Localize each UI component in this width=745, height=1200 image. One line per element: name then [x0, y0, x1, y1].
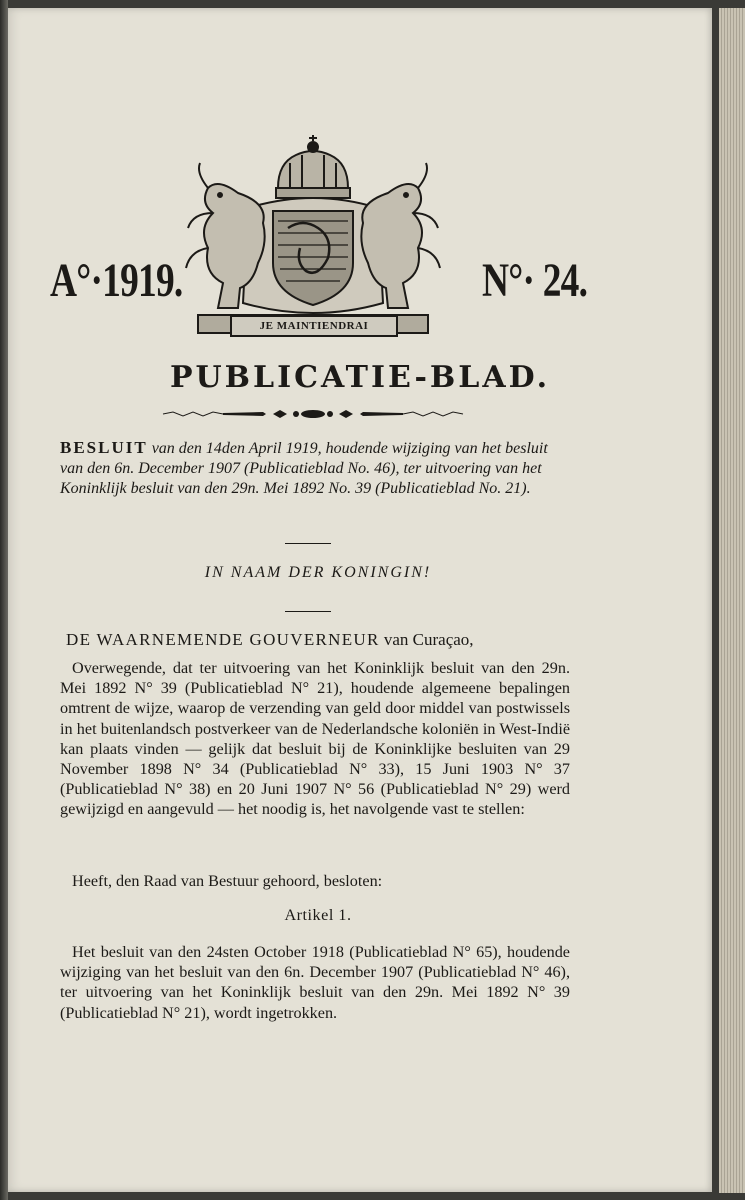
document-page	[8, 8, 712, 1192]
governor-title: DE WAARNEMENDE GOUVERNEUR	[66, 630, 380, 649]
masthead-title: PUBLICATIE-BLAD.	[169, 360, 551, 395]
overwegende-paragraph: Overwegende, dat ter uitvoering van het Koninklijk besluit van den 29n. Mei 1892 N° 39 (Publicatieblad N° 21), houdende algemeene bepalingen omtrent de wijze, waarop de verzending van geld door middel van postwissels in het buitenlandsch postverkeer van de Nederlandsche koloniën in West-Indië kan plaats vinden — gelijk dat besluit bij de Koninklijke besluiten van 29 November 1898 N° 34 (Publicatieblad N° 33), 15 Juni 1903 N° 37 (Publicatieblad N° 38) en 20 Juni 1907 N° 56 (Publicatieblad N° 29) werd gewijzigd en aangevuld — het noodig is, het navolgende vast te stellen:	[60, 659, 570, 819]
ornament-divider-icon	[158, 405, 468, 417]
invocation: IN NAAM DER KONINGIN!	[204, 564, 432, 581]
year-label: A°·1919.	[50, 254, 183, 307]
number-label: N°· 24.	[482, 254, 588, 307]
heeft-line: Heeft, den Raad van Bestuur gehoord, besloten:	[72, 872, 383, 890]
page-stack-edge	[719, 8, 745, 1193]
book-spine-edge	[0, 0, 8, 1200]
header-row	[8, 133, 712, 353]
governor-line	[66, 630, 586, 650]
besluit-summary	[60, 438, 570, 499]
crest-motto: JE MAINTIENDRAI	[230, 315, 398, 337]
governor-place: van Curaçao,	[379, 630, 474, 649]
artikel-paragraph: Het besluit van den 24sten October 1918 (Publicatieblad N° 65), houdende wijziging van het besluit van den 6n. December 1907 (Publicatieblad N° 46), ter uitvoering van het Koninklijk besluit van den 29n. Mei 1892 N° 39 (Publicatieblad N° 21), wordt ingetrokken.	[60, 943, 570, 1022]
artikel-heading: Artikel 1.	[284, 906, 352, 924]
divider-rule	[285, 543, 331, 544]
coat-of-arms-icon	[178, 133, 448, 343]
besluit-keyword: BESLUIT	[60, 438, 148, 457]
divider-rule	[285, 611, 331, 612]
besluit-text: van den 14den April 1919, houdende wijziging van het besluit van den 6n. December 1907 (Publicatieblad No. 46), ter uitvoering van het Koninklijk besluit van den 29n. Mei 1892 No. 39 (Publicatieblad No. 21).	[60, 440, 548, 497]
